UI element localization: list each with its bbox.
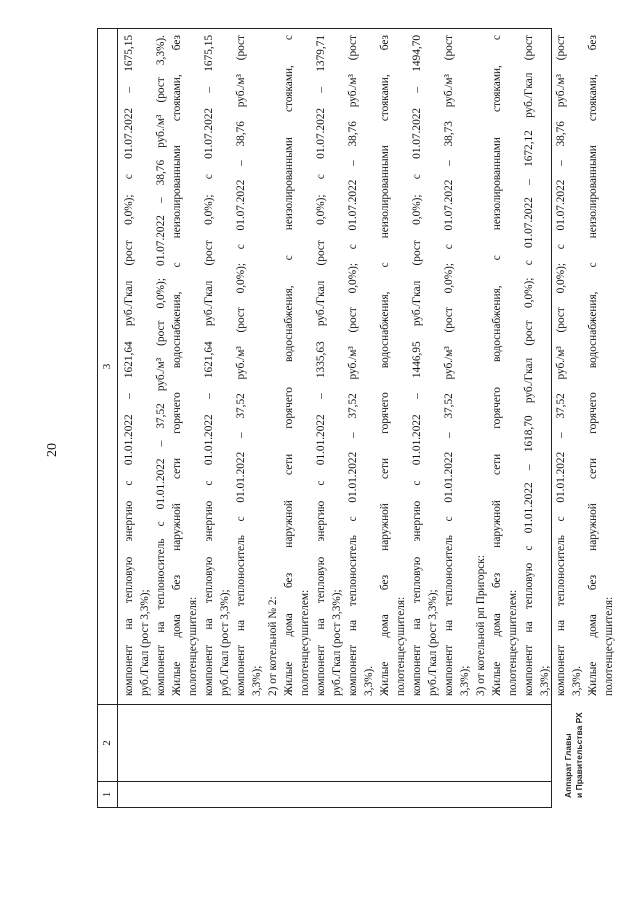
text-line: компонент на тепловую энергию с 01.01.2022 – 1621,64 руб./Гкал (рост 0,0%); с 01.07.2022 – 1675,15 bbox=[203, 35, 215, 696]
table-header-row bbox=[97, 28, 118, 808]
text-line: полотенцесушителя: bbox=[395, 596, 407, 696]
text-line: Жилые дома без наружной сети горячего водоснабжения, с неизолированными стояками, без bbox=[379, 35, 391, 696]
text-line: Жилые дома без наружной сети горячего водоснабжения, с неизолированными стояками, без bbox=[171, 35, 183, 696]
text-line: полотенцесушителя: bbox=[187, 596, 199, 696]
page-number: 20 bbox=[45, 443, 60, 457]
text-line: компонент на теплоноситель с 01.01.2022 – 37,52 руб./м³ (рост 0,0%); с 01.07.2022 – 38,73 руб./м³ (рост bbox=[443, 35, 455, 696]
text-line: 3,3%); bbox=[539, 665, 551, 696]
header-col-3: 3 bbox=[101, 363, 113, 370]
stamp bbox=[563, 712, 585, 798]
text-line: руб./Гкал (рост 3,3%); bbox=[331, 589, 343, 696]
text-line: компонент на тепловую с 01.01.2022 – 1618,70 руб./Гкал (рост 0,0%); с 01.07.2022 – 1672,12 руб./Гкал (рост bbox=[523, 35, 535, 696]
text-line: полотенцесушителем: bbox=[507, 589, 519, 696]
text-line: 3,3%); bbox=[251, 665, 263, 696]
text-line: полотенцесушителем: bbox=[299, 589, 311, 696]
tariff-text bbox=[118, 29, 617, 704]
text-line: компонент на тепловую энергию с 01.01.2022 – 1621,64 руб./Гкал (рост 0,0%); с 01.07.2022 – 1675,15 bbox=[123, 35, 135, 696]
text-line: руб./Гкал (рост 3,3%); bbox=[427, 589, 439, 696]
stamp-line-1: Аппарат Главы bbox=[563, 733, 573, 798]
text-line: 3,3%). bbox=[363, 665, 375, 696]
text-line: полотенцесушителя: bbox=[603, 596, 615, 696]
text-line: 3,3%). bbox=[571, 665, 583, 696]
text-line: компонент на теплоноситель с 01.01.2022 – 37,52 руб./м³ (рост 0,0%); с 01.07.2022 – 38,76 руб./м³ (рост bbox=[555, 35, 567, 696]
text-line: 3) от котельной рп Пригорск: bbox=[475, 555, 487, 696]
body-cell-3 bbox=[118, 29, 615, 704]
text-line: руб./Гкал (рост 3,3%); bbox=[219, 589, 231, 696]
header-col-1: 1 bbox=[98, 781, 117, 807]
body-cell-1 bbox=[118, 781, 551, 807]
text-line: компонент на тепловую энергию с 01.01.2022 – 1446,95 руб./Гкал (рост 0,0%); с 01.07.2022 – 1494,70 bbox=[411, 35, 423, 696]
tariff-table bbox=[97, 28, 615, 808]
text-line: Жилые дома без наружной сети горячего водоснабжения, с неизолированными стояками, с bbox=[491, 35, 503, 696]
text-line: компонент на тепловую энергию с 01.01.2022 – 1335,63 руб./Гкал (рост 0,0%); с 01.07.2022 – 1379,71 bbox=[315, 35, 327, 696]
text-line: 2) от котельной № 2: bbox=[267, 596, 279, 696]
header-col-2: 2 bbox=[98, 704, 117, 781]
rotated-page-content bbox=[97, 28, 615, 808]
text-line: компонент на теплоноситель с 01.01.2022 – 37,52 руб./м³ (рост 0,0%); с 01.07.2022 – 38,76 руб./м³ (рост bbox=[347, 35, 359, 696]
text-line: руб./Гкал (рост 3,3%); bbox=[139, 589, 151, 696]
body-cell-2 bbox=[118, 704, 551, 781]
text-line: Жилые дома без наружной сети горячего водоснабжения, с неизолированными стояками, без bbox=[587, 35, 599, 696]
text-line: 3,3%); bbox=[459, 665, 471, 696]
text-line: Жилые дома без наружной сети горячего водоснабжения, с неизолированными стояками, с bbox=[283, 35, 295, 696]
stamp-line-2: и Правительства РХ bbox=[574, 712, 584, 798]
text-line: компонент на теплоноситель с 01.01.2022 – 37,52 руб./м³ (рост 0,0%); 01.07.2022 – 38,76 руб./м³ (рост 3,3%). bbox=[155, 35, 167, 696]
text-line: компонент на теплоноситель с 01.01.2022 – 37,52 руб./м³ (рост 0,0%); с 01.07.2022 – 38,76 руб./м³ (рост bbox=[235, 35, 247, 696]
